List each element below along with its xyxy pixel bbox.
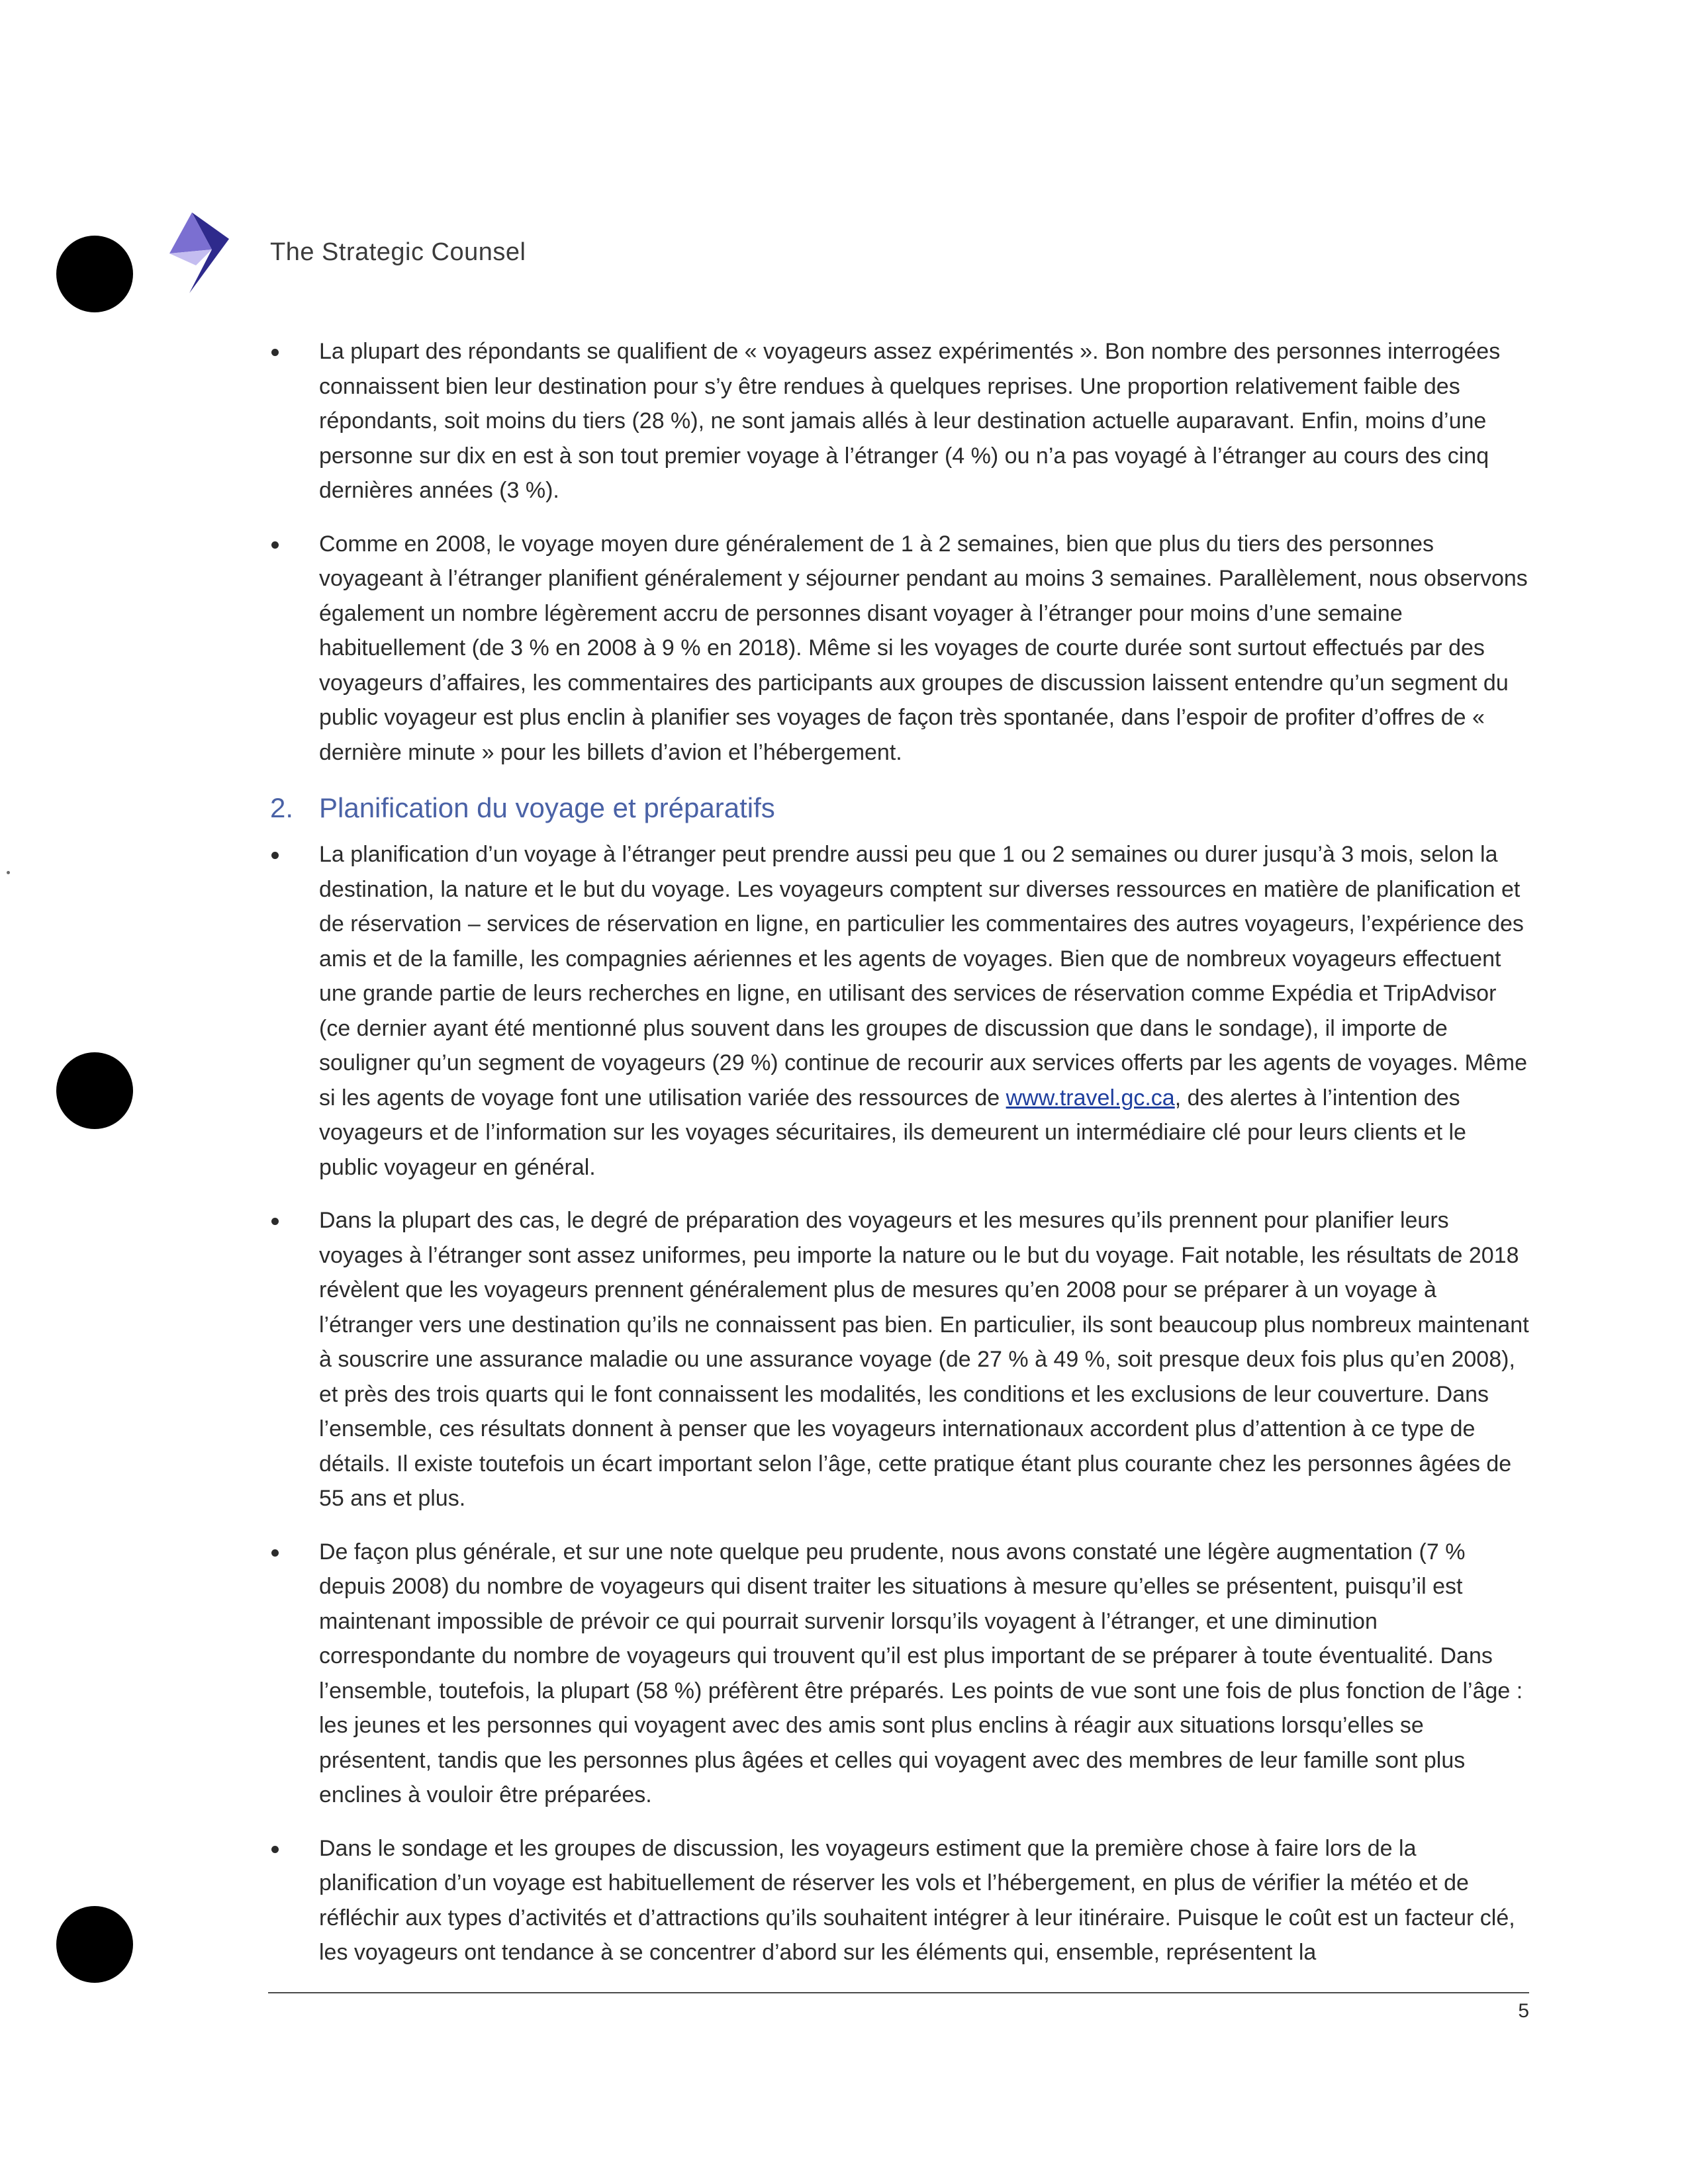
bullet-text: Dans le sondage et les groupes de discussion, les voyageurs estiment que la première chose à faire lors de la planification d’un voyage est habituellement de réserver les vols et l’hébergement, en plus de vérifier la météo et de réfléchir aux types d’activités et d’attractions qu’ils souhaitent intégrer à leur itinéraire. Puisque le coût est un facteur clé, les voyageurs ont tendance à se concentrer d’abord sur les éléments qui, ensemble, représentent la	[319, 1835, 1515, 1965]
bullet-text-before-link: La planification d’un voyage à l’étranger peut prendre aussi peu que 1 ou 2 semaines ou durer jusqu’à 3 mois, selon la destination, la nature et le but du voyage. Les voyageurs comptent sur diverses ressources en matière de planification et de réservation – services de réservation en ligne, en particulier les commentaires des autres voyageurs, l’expérience des amis et de la famille, les compagnies aériennes et les agents de voyages. Bien que de nombreux voyageurs effectuent une grande partie de leurs recherches en ligne, en utilisant des services de réservation comme Expédia et TripAdvisor (ce dernier ayant été mentionné plus souvent dans les groupes de discussion que dans le sondage), il importe de souligner qu’un segment de voyageurs (29 %) continue de recourir aux services offerts par les agents de voyages. Même si les agents de voyage font une utilisation variée des ressources de	[319, 842, 1528, 1111]
section-number: 2.	[270, 792, 294, 823]
strategic-counsel-logo-icon	[165, 208, 257, 296]
page-header	[165, 209, 526, 295]
bullet-dot-icon	[271, 541, 279, 549]
bullet-item	[271, 1203, 1529, 1516]
footer-divider	[268, 1992, 1529, 1993]
bullet-text: De façon plus générale, et sur une note quelque peu prudente, nous avons constaté une légère augmentation (7 % depuis 2008) du nombre de voyageurs qui disent traiter les situations à mesure qu’elles se présentent, puisqu’il est maintenant impossible de prévoir ce qui pourrait survenir lorsqu’ils voyagent à l’étranger, et une diminution correspondante du nombre de voyageurs qui trouvent qu’il est plus important de se préparer à toute éventualité. Dans l’ensemble, toutefois, la plupart (58 %) préfèrent être préparés. Les points de vue sont une fois de plus fonction de l’âge : les jeunes et les personnes qui voyagent avec des amis sont plus enclins à réagir aux situations lorsqu’elles se présentent, tandis que les personnes plus âgées et celles qui voyagent avec des membres de leur famille sont plus enclines à vouloir être préparées.	[319, 1539, 1523, 1807]
bullet-item	[271, 334, 1529, 508]
bullet-dot-icon	[271, 1846, 279, 1853]
punch-hole-top	[56, 236, 133, 312]
bullet-dot-icon	[271, 349, 279, 356]
bullet-text: La plupart des répondants se qualifient de « voyageurs assez expérimentés ». Bon nombre des personnes interrogées connaissent bien leur destination pour s’y être rendues à quelques reprises. Une proportion relativement faible des répondants, soit moins du tiers (28 %), ne sont jamais allés à leur destination actuelle auparavant. Enfin, moins d’une personne sur dix en est à son tout premier voyage à l’étranger (4 %) ou n’a pas voyagé à l’étranger au cours des cinq dernières années (3 %).	[319, 339, 1501, 503]
scan-speck	[7, 871, 10, 874]
punch-hole-bottom	[56, 1906, 133, 1983]
document-body	[271, 334, 1529, 1989]
bullet-dot-icon	[271, 1549, 279, 1557]
section-title: Planification du voyage et préparatifs	[319, 792, 775, 823]
section-heading	[270, 788, 1529, 828]
bullet-item	[271, 837, 1529, 1185]
page-number: 5	[1518, 2000, 1529, 2022]
bullet-item	[271, 527, 1529, 770]
bullet-text	[319, 842, 1527, 1180]
org-name: The Strategic Counsel	[270, 238, 526, 266]
punch-hole-middle	[56, 1052, 133, 1129]
bullet-item	[271, 1831, 1529, 1970]
bullet-item	[271, 1535, 1529, 1813]
bullet-dot-icon	[271, 852, 279, 859]
bullet-text: Comme en 2008, le voyage moyen dure généralement de 1 à 2 semaines, bien que plus du tiers des personnes voyageant à l’étranger planifient généralement y séjourner pendant au moins 3 semaines. Parallèlement, nous observons également un nombre légèrement accru de personnes disant voyager à l’étranger pour moins d’une semaine habituellement (de 3 % en 2008 à 9 % en 2018). Même si les voyages de courte durée sont surtout effectués par des voyageurs d’affaires, les commentaires des participants aux groupes de discussion laissent entendre qu’un segment du public voyageur est plus enclin à planifier ses voyages de façon très spontanée, dans l’espoir de profiter d’offres de « dernière minute » pour les billets d’avion et l’hébergement.	[319, 531, 1528, 765]
bullet-dot-icon	[271, 1218, 279, 1225]
bullet-text: Dans la plupart des cas, le degré de préparation des voyageurs et les mesures qu’ils prennent pour planifier leurs voyages à l’étranger sont assez uniformes, peu importe la nature ou le but du voyage. Fait notable, les résultats de 2018 révèlent que les voyageurs prennent généralement plus de mesures qu’en 2008 pour se préparer à un voyage à l’étranger vers une destination qu’ils ne connaissent pas bien. En particulier, ils sont beaucoup plus nombreux maintenant à souscrire une assurance maladie ou une assurance voyage (de 27 % à 49 %, soit presque deux fois plus qu’en 2008), et près des trois quarts qui le font connaissent les modalités, les conditions et les exclusions de leur couverture. Dans l’ensemble, ces résultats donnent à penser que les voyageurs internationaux accordent plus d’attention à ce type de détails. Il existe toutefois un écart important selon l’âge, cette pratique étant plus courante chez les personnes âgées de 55 ans et plus.	[319, 1208, 1529, 1511]
bullet-text-after-link: , des alertes à l’intention des voyageurs et de l’information sur les voyages sécuritaires, ils demeurent un intermédiaire clé pour leurs clients et le public voyageur en général.	[319, 1085, 1466, 1180]
travel-gc-link[interactable]: www.travel.gc.ca	[1006, 1085, 1175, 1111]
